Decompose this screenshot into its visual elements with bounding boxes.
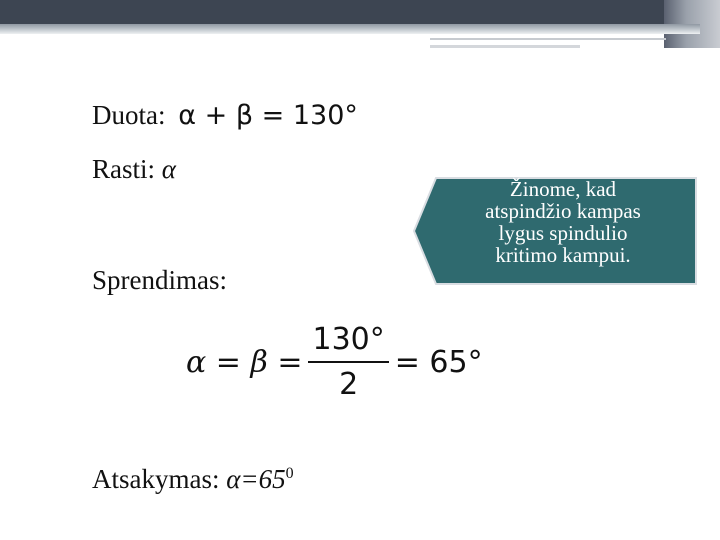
answer-label: Atsakymas: bbox=[92, 464, 220, 494]
callout-box bbox=[412, 176, 698, 286]
formula-fraction bbox=[308, 322, 388, 402]
fraction-numerator: 130° bbox=[308, 322, 388, 363]
solution-label: Sprendimas: bbox=[92, 265, 227, 295]
header-gradient-strip bbox=[0, 24, 700, 34]
top-decoration-bar bbox=[0, 0, 720, 24]
callout-text bbox=[432, 178, 694, 266]
find-line bbox=[92, 154, 176, 185]
header-short-line bbox=[430, 45, 580, 48]
answer-degree: 0 bbox=[285, 465, 294, 482]
callout-line-2: atspindžio kampas bbox=[485, 199, 641, 223]
find-label: Rasti: bbox=[92, 154, 156, 184]
fraction-denominator: 2 bbox=[339, 367, 359, 402]
answer-value: α=65 bbox=[226, 464, 286, 494]
formula-lhs: α = β = bbox=[186, 344, 303, 380]
given-formula: α + β = 130° bbox=[178, 100, 358, 131]
given-line bbox=[92, 100, 358, 131]
formula-rhs: = 65° bbox=[394, 344, 483, 380]
callout-line-3: lygus spindulio bbox=[498, 221, 628, 245]
given-label: Duota: bbox=[92, 100, 166, 130]
header-thin-line bbox=[430, 38, 666, 40]
callout-line-1: Žinome, kad bbox=[509, 177, 617, 201]
find-symbol: α bbox=[161, 154, 176, 184]
answer-line bbox=[92, 464, 294, 495]
solution-formula bbox=[186, 322, 483, 402]
callout-line-4: kritimo kampui. bbox=[495, 243, 631, 267]
